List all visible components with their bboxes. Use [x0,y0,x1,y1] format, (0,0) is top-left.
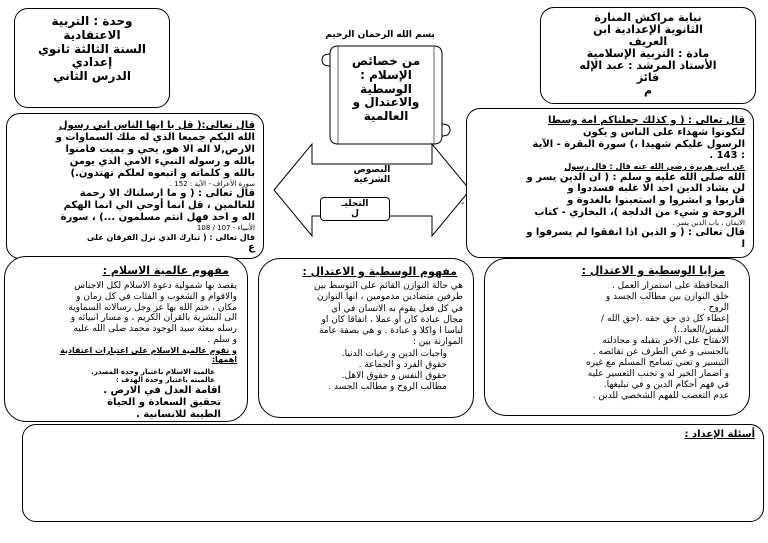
right-texts [526,115,745,251]
lesson-title [336,55,436,124]
school-line: مادة : التربية الإسلامية [586,47,710,61]
verse-ref: سورة الأعراف - الآية : 152 . [169,180,255,188]
verse-line: الارض,لا اله الا هو, يحي و يميت فامنوا [65,144,255,155]
hadith-line: قاربوا و ابشروا و استعينوا بالغدوة و [567,195,745,207]
universality-point: اقامة العدل في الارض . [103,384,221,396]
school-info-box [540,7,756,104]
arrow-label [320,165,424,186]
arrow-label-line: النصوص [353,165,391,175]
universality-subtitle: و تقوم عالمية الاسلام على اعتبارات اعتقادية [60,345,237,355]
title-line: الوسطية [360,81,412,96]
right-texts-box [466,108,754,258]
analysis-line: التحليـ [341,199,369,209]
left-texts-box [6,113,264,259]
advantage-item: خلق التوازن بين مطالب الجسد و [605,291,729,302]
unit-line: وحدة : التربية [51,14,133,28]
title-line: العالمية [363,109,409,124]
universality-line: يقصد بها شمولية دعوة الاسلام لكل الاجناس [74,281,237,291]
school-line: العريف [628,35,668,49]
prep-questions-box [22,424,764,522]
verse-line: الرسول عليكم شهيدا ،) سورة البقرة - الآية [532,138,745,150]
universality-line: و سلم . [207,334,237,345]
school-line: م [643,83,653,97]
moderation-line: مجال عبادة كان أو عملا ، انفاقا كان او [321,314,463,325]
verse-line: قال تعالى : ( و كذلك جعلناكم امة وسطا [548,115,745,126]
moderation-line: حقوق الفرد و الجماعة . [358,359,447,370]
verse-line: ع [248,242,255,254]
hadith-line: لن يشاد الدين احد الا غلبه فسددوا و [567,183,745,195]
unit-line: السنة الثالثة ثانوي [37,41,147,56]
universality-point: الطيبة للانسانية . [136,408,221,420]
moderation-line: مطالب الروح و مطالب الجسد . [328,382,447,393]
school-line: فائز [636,71,660,85]
verse-line: قال تعالى : ( تبارك الذي نزل الفرقان على [86,232,255,242]
verse-line: بالله و كلماته و اتبعوه لعلكم تهتدون.) [70,168,255,179]
hadith-line: الله صلى الله عليه و سلم : ( ان الدين يسر و [526,171,745,183]
moderation-line: حقوق النفس و حقوق الاهل. [341,371,447,381]
unit-line: إعدادي [71,55,113,70]
verse-ref: الأنبياء - 107 / 108 [196,224,255,233]
unit-line: الاعتقادية [63,27,121,42]
moderation-line: في كل فعل يقوم به الانسان في أي [331,303,463,314]
moderation-box [258,258,474,418]
title-line: من خصائص [351,54,421,68]
advantages-title: مزايا الوسطية و الاعتدال : [581,264,725,277]
universality-subtitle: اهمها: [211,355,237,365]
unit-line: الدرس الثاني [53,69,131,84]
universality-point: تحقيق السعادة و الحياة [107,396,221,408]
hadith-ref: الايمان ، باب الدين يسر . [672,218,745,227]
advantage-item: المحافظة على استمرار العمل . [611,281,729,291]
hadith-line: عن ابي هريرة رضي الله عنه قال : قال رسول [564,162,745,172]
advantage-item: في فهم أحكام الدين و في تبليغها. [603,379,729,390]
school-line: الأستاذ المرشد : عبد الإله [579,59,717,73]
advantages-box [484,258,750,416]
verse-line: ا [741,238,745,250]
analysis-line: ل [351,209,359,220]
school-line: نيابة مراكش المنارة [594,11,702,24]
verse-line: قال تعالى : ( و الذين اذا انفقوا لم يسرفوا و [526,227,745,239]
verse-line: بالله و رسوله النبيء الامي الذي يومن [69,156,255,167]
verse-line: اله و احد فهل انتم مسلمون ...) ، سورة [60,212,255,224]
school-line: الثانوية الإعدادية ابن [593,23,703,37]
universality-line: مكان ، ختم الله بها عز وجل رسالاته السماوية [68,302,237,313]
advantage-item: و اضمار الخير له و تجنب التعسير عليه [587,368,729,379]
advantages-list [586,281,729,402]
advantage-item: النفس/العباد..) [673,324,729,335]
verse-line: للعالمين ، قل انما أوحي الي انما الهكم [63,200,255,212]
prep-questions-title: أسئلة الإعداد : [684,429,755,440]
universality-text [60,281,237,421]
advantage-item: الانفتاح على الاخر بتقبله و مجادلته [602,335,729,346]
universality-line: رسله ببعثة سيد الوجود محمد صلى الله عليه [73,324,237,335]
verse-line: قال تعالى : ( و ما ارسلناك الا رحمة [79,188,255,200]
advantage-item: التيسير و تعني تسامح المسلم مع غيره [585,357,729,368]
universality-point: عالمية الاسلام باعتبار وحدة المصدر. [91,367,215,376]
advantage-item: الروح . [702,302,729,313]
moderation-line: الموازنة بين : [412,337,463,348]
analysis-label-box [320,197,390,221]
analysis-label [321,199,389,220]
moderation-line: طرفين متضادين مذمومين ، انها التوازن [316,292,463,303]
verse-line: لتكونوا شهداء على الناس و يكون [583,126,745,138]
title-line: الإسلام : [360,67,412,82]
unit-info-lines [15,15,169,84]
universality-line: والاقوام و الشعوب و الفئات في كل زمان و [76,291,237,302]
moderation-text [314,281,463,394]
universality-line: الى البشرية بالقران الكريم ، و مسار انبيائه و [70,313,237,324]
hadith-line: الروحة و شيء من الدلجة )، البخاري - كتاب [534,207,745,219]
double-arrow-shape [272,140,472,240]
school-info-lines [541,12,755,97]
advantage-item: بالحسنى و غض الطرف عن نقائصه . [592,346,729,357]
left-texts [56,120,255,254]
moderation-line: واجبات الدين و رغبات الدنيا. [341,348,447,359]
moderation-title: مفهوم الوسطية و الاعتدال : [302,265,457,278]
arrow-label-line: الشرعية [353,175,391,186]
verse-line: : 143 . [709,150,745,162]
universality-box [4,256,248,422]
universality-title: مفهوم عالمية الاسلام : [102,264,229,277]
title-line: والاعتدال و [352,95,420,110]
verse-line: الله اليكم جميعا الذي له ملك السماوات و [55,132,255,143]
unit-info-box [14,8,170,108]
universality-point: عالميته باعتبار وحدة الهدف : [115,376,215,385]
verse-line: قال تعالى:( قل يا ايها الناس اني رسول [58,120,255,131]
dash-mark: - [461,198,465,209]
moderation-line: هي حالة التوازن القائم على التوسط بين [314,281,463,291]
advantage-item: عدم التعصب للفهم الشخصي للدين . [592,390,729,401]
advantage-item: إعطاء كل ذي حق حقه .(حق الله / [601,313,729,324]
bismillah: بسم الله الرحمان الرحيم [325,30,435,40]
moderation-line: لباسا ا واكلا و عبادة . و هي بصفة عامة [318,326,463,336]
